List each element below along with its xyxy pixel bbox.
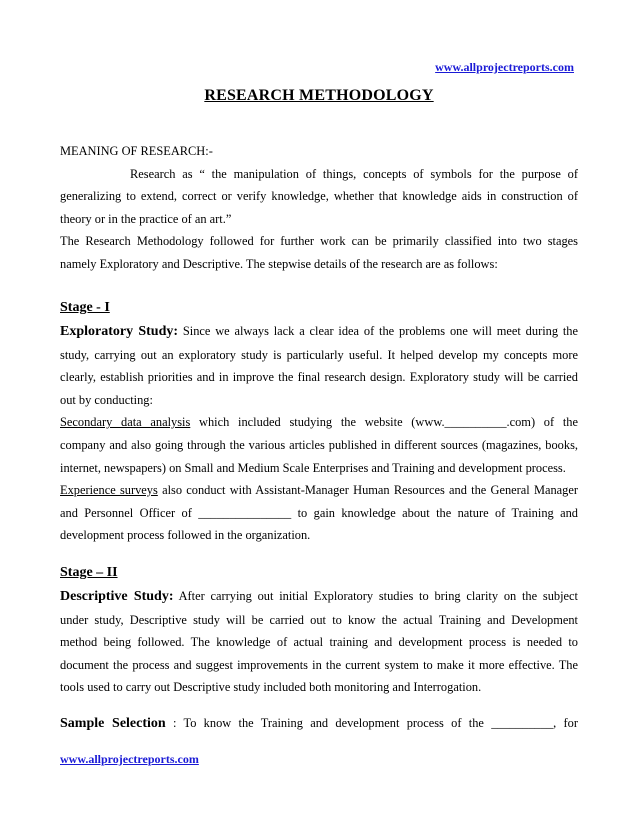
exploratory-line-1: Since we always lack a clear idea of the problems one will meet during the: [178, 324, 578, 338]
survey-line-3: development process followed in the organization.: [60, 528, 311, 543]
exploratory-study-label: Exploratory Study:: [60, 324, 179, 339]
exploratory-line-2: study, carrying out an exploratory study is particularly useful. It helped develop my concepts more: [60, 347, 578, 362]
secondary-data-label: Secondary data analysis: [60, 415, 191, 430]
secondary-line-2: company and also going through the various articles published in different sources (magazines, books,: [60, 437, 578, 452]
meaning-section: [60, 140, 578, 276]
sample-line-1: : To know the Training and development process of the __________, for: [165, 716, 578, 730]
stage-1-section: [60, 296, 578, 547]
sample-selection-label: Sample Selection: [60, 716, 166, 731]
stage-2-heading: Stage – II: [60, 565, 118, 580]
descriptive-study-label: Descriptive Study:: [60, 589, 174, 604]
experience-surveys-label: Experience surveys: [60, 483, 158, 498]
sample-section: [60, 712, 578, 736]
stage-2-section: [60, 561, 578, 699]
stage-1-heading: Stage - I: [60, 300, 110, 315]
methodology-line-2: namely Exploratory and Descriptive. The stepwise details of the research are as follows:: [60, 256, 498, 271]
secondary-line-1: which included studying the website (www.__________.com) of the: [190, 415, 578, 430]
exploratory-line-4: out by conducting:: [60, 392, 153, 407]
header-website-link[interactable]: www.allprojectreports.com: [435, 60, 574, 74]
definition-line-3: theory or in the practice of an art.”: [60, 211, 232, 226]
footer-website-link[interactable]: www.allprojectreports.com: [60, 752, 199, 766]
meaning-label: MEANING OF RESEARCH:-: [60, 144, 213, 158]
methodology-line-1: The Research Methodology followed for further work can be primarily classified into two stages: [60, 234, 578, 249]
descriptive-line-1: After carrying out initial Exploratory studies to bring clarity on the subject: [173, 589, 578, 603]
definition-line-1: Research as “ the manipulation of things, concepts of symbols for the purpose of: [130, 166, 578, 181]
descriptive-line-3: method being followed. The knowledge of actual training and development process is needed to: [60, 635, 578, 650]
descriptive-line-5: tools used to carry out Descriptive study included both monitoring and Interrogation.: [60, 680, 482, 695]
secondary-line-3: internet, newspapers) on Small and Medium Scale Enterprises and Training and development process.: [60, 460, 566, 475]
descriptive-line-4: document the process and suggest improvements in the current system to make it more effective. The: [60, 657, 578, 672]
survey-line-2: and Personnel Officer of _______________ to gain knowledge about the nature of Training and: [60, 505, 578, 520]
page-title: RESEARCH METHODOLOGY: [204, 87, 434, 104]
survey-line-1: also conduct with Assistant-Manager Human Resources and the General Manager: [157, 483, 578, 498]
descriptive-line-2: under study, Descriptive study will be carried out to know the actual Training and Development: [60, 612, 578, 627]
definition-line-2: generalizing to extend, correct or verify knowledge, whether that knowledge aids in construction of: [60, 189, 578, 204]
exploratory-line-3: clearly, establish priorities and in improve the final research design. Exploratory study will be carried: [60, 370, 578, 385]
